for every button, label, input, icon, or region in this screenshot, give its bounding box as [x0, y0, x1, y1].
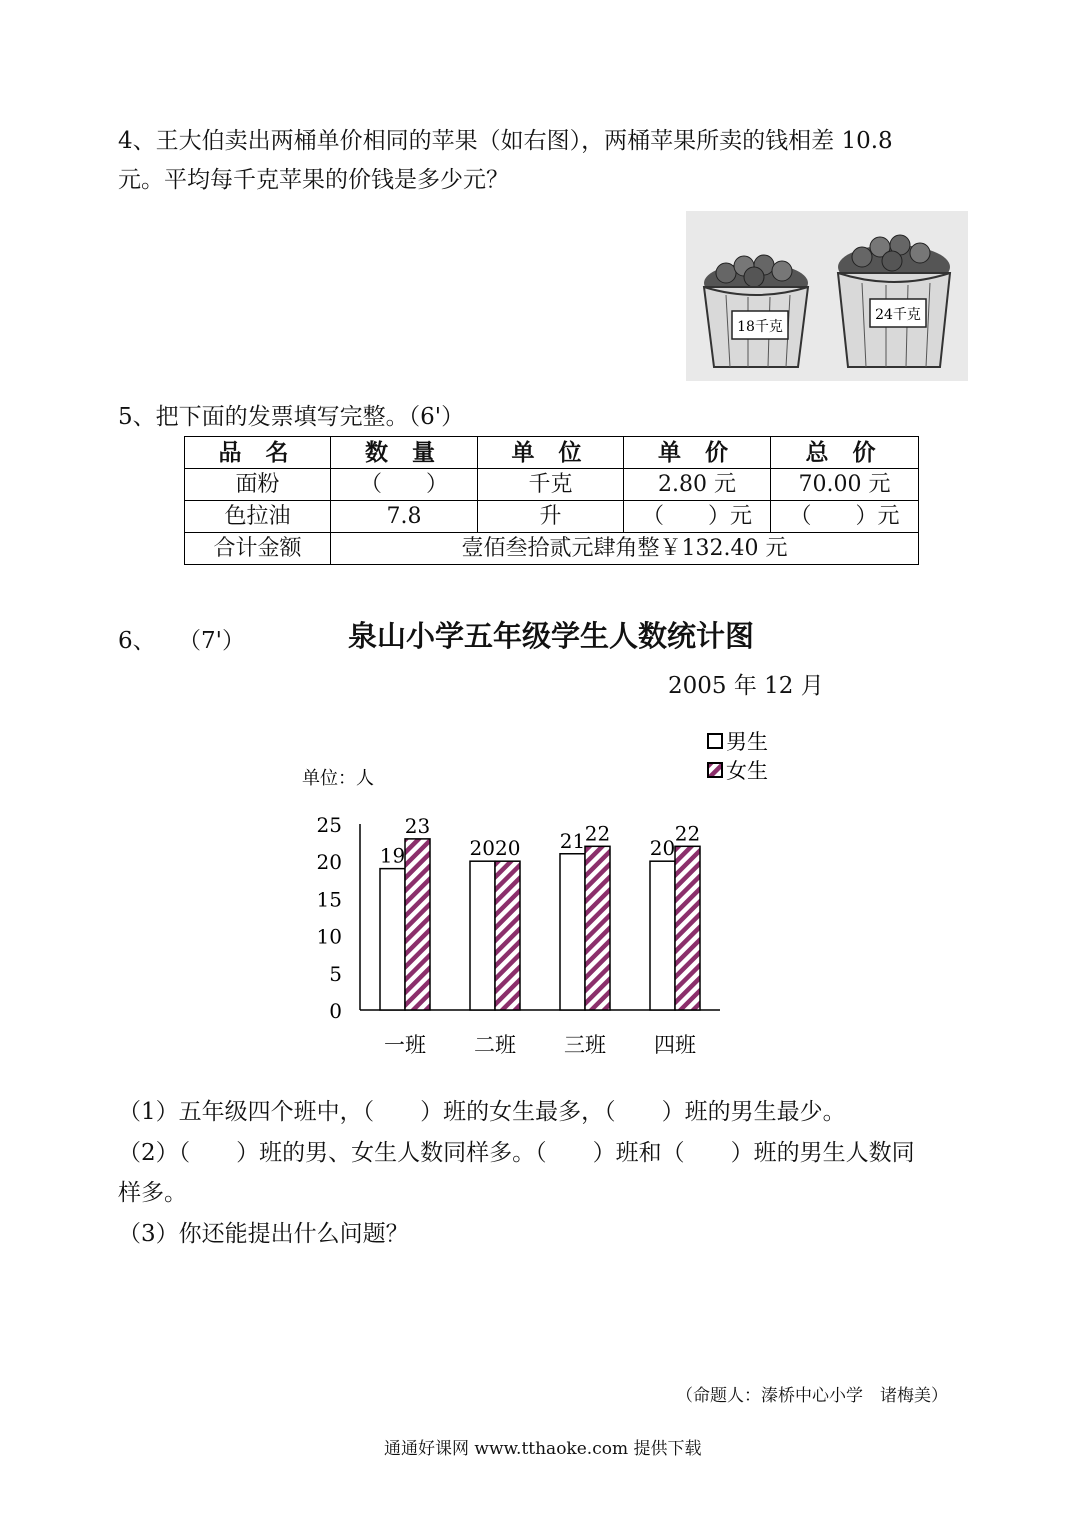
data-label: 22	[584, 821, 611, 846]
cell-unit-price-blank[interactable]: （ ）元	[624, 501, 771, 533]
x-category-label: 四班	[654, 1033, 696, 1057]
cell-item: 色拉油	[185, 501, 331, 533]
question-6-number: 6、	[118, 628, 156, 654]
apple-bucket-right	[838, 235, 950, 367]
apple-buckets-figure	[686, 211, 968, 381]
invoice-header-row	[185, 437, 919, 469]
cell-quantity-blank[interactable]: （ ）	[331, 469, 478, 501]
y-tick-label: 0	[329, 999, 342, 1023]
total-label: 合计金额	[185, 533, 331, 565]
bar-chart	[280, 720, 800, 1070]
unit-label: 单位：人	[302, 768, 374, 789]
question-4-line-1: 4、王大伯卖出两桶单价相同的苹果（如右图），两桶苹果所卖的钱相差 10.8	[118, 128, 893, 154]
y-tick-label: 25	[316, 813, 342, 837]
bar-boys	[380, 869, 405, 1010]
data-label: 2020	[469, 836, 521, 861]
chart-date: 2005 年 12 月	[668, 673, 824, 699]
total-value: 壹佰叁拾贰元肆角整￥132.40 元	[331, 533, 919, 565]
header-item-name: 品 名	[185, 437, 331, 469]
bar-girls	[675, 846, 700, 1010]
cell-unit-price: 2.80 元	[624, 469, 771, 501]
legend-swatch	[708, 763, 722, 777]
subquestion-3: （3）你还能提出什么问题？	[118, 1221, 409, 1247]
y-tick-label: 15	[316, 887, 342, 912]
subquestion-2-continued: 样多。	[118, 1180, 187, 1206]
y-tick-label: 5	[329, 961, 342, 986]
data-label: 20	[649, 836, 676, 861]
data-label: 23	[404, 813, 431, 838]
x-category-label: 二班	[474, 1033, 516, 1057]
invoice-table	[184, 436, 919, 565]
invoice-row	[185, 469, 919, 501]
data-label: 21	[559, 828, 586, 853]
cell-total: 70.00 元	[771, 469, 919, 501]
question-5-prompt: 5、把下面的发票填写完整。（6'）	[118, 404, 465, 430]
apple-bucket-left	[704, 255, 808, 367]
subquestion-1: （1）五年级四个班中，（ ）班的女生最多，（ ）班的男生最少。	[118, 1099, 846, 1125]
legend-label: 女生	[726, 759, 768, 783]
invoice-row	[185, 501, 919, 533]
bar-girls	[405, 839, 430, 1010]
footer-source: 通通好课网 www.tthaoke.com 提供下载	[384, 1439, 702, 1459]
question-6-points: （7'）	[178, 628, 245, 654]
cell-unit: 千克	[478, 469, 624, 501]
data-label: 19	[379, 843, 406, 868]
bar-boys	[650, 861, 675, 1010]
subquestion-2: （2）（ ）班的男、女生人数同样多。（ ）班和（ ）班的男生人数同	[118, 1140, 915, 1166]
header-quantity: 数 量	[331, 437, 478, 469]
cell-unit: 升	[478, 501, 624, 533]
chart-title: 泉山小学五年级学生人数统计图	[348, 619, 755, 653]
bar-boys	[470, 861, 495, 1010]
basket-left-label: 18千克	[737, 319, 783, 335]
legend-label: 男生	[726, 730, 768, 754]
x-category-label: 一班	[384, 1033, 426, 1057]
y-tick-label: 20	[316, 850, 342, 875]
header-unit-price: 单 价	[624, 437, 771, 469]
legend-swatch	[708, 734, 722, 748]
basket-right-label: 24千克	[875, 307, 921, 323]
y-tick-label: 10	[316, 924, 342, 949]
bar-girls	[585, 846, 610, 1010]
cell-item: 面粉	[185, 469, 331, 501]
invoice-total-row	[185, 533, 919, 565]
question-4-line-2: 元。平均每千克苹果的价钱是多少元？	[118, 167, 509, 193]
bar-girls	[495, 861, 520, 1010]
header-unit: 单 位	[478, 437, 624, 469]
header-total-price: 总 价	[771, 437, 919, 469]
author-credit: （命题人：溱桥中心小学 诸梅美）	[676, 1386, 948, 1406]
x-category-label: 三班	[564, 1033, 606, 1057]
cell-total-blank[interactable]: （ ）元	[771, 501, 919, 533]
data-label: 22	[674, 821, 701, 846]
cell-quantity: 7.8	[331, 501, 478, 533]
bar-boys	[560, 854, 585, 1010]
